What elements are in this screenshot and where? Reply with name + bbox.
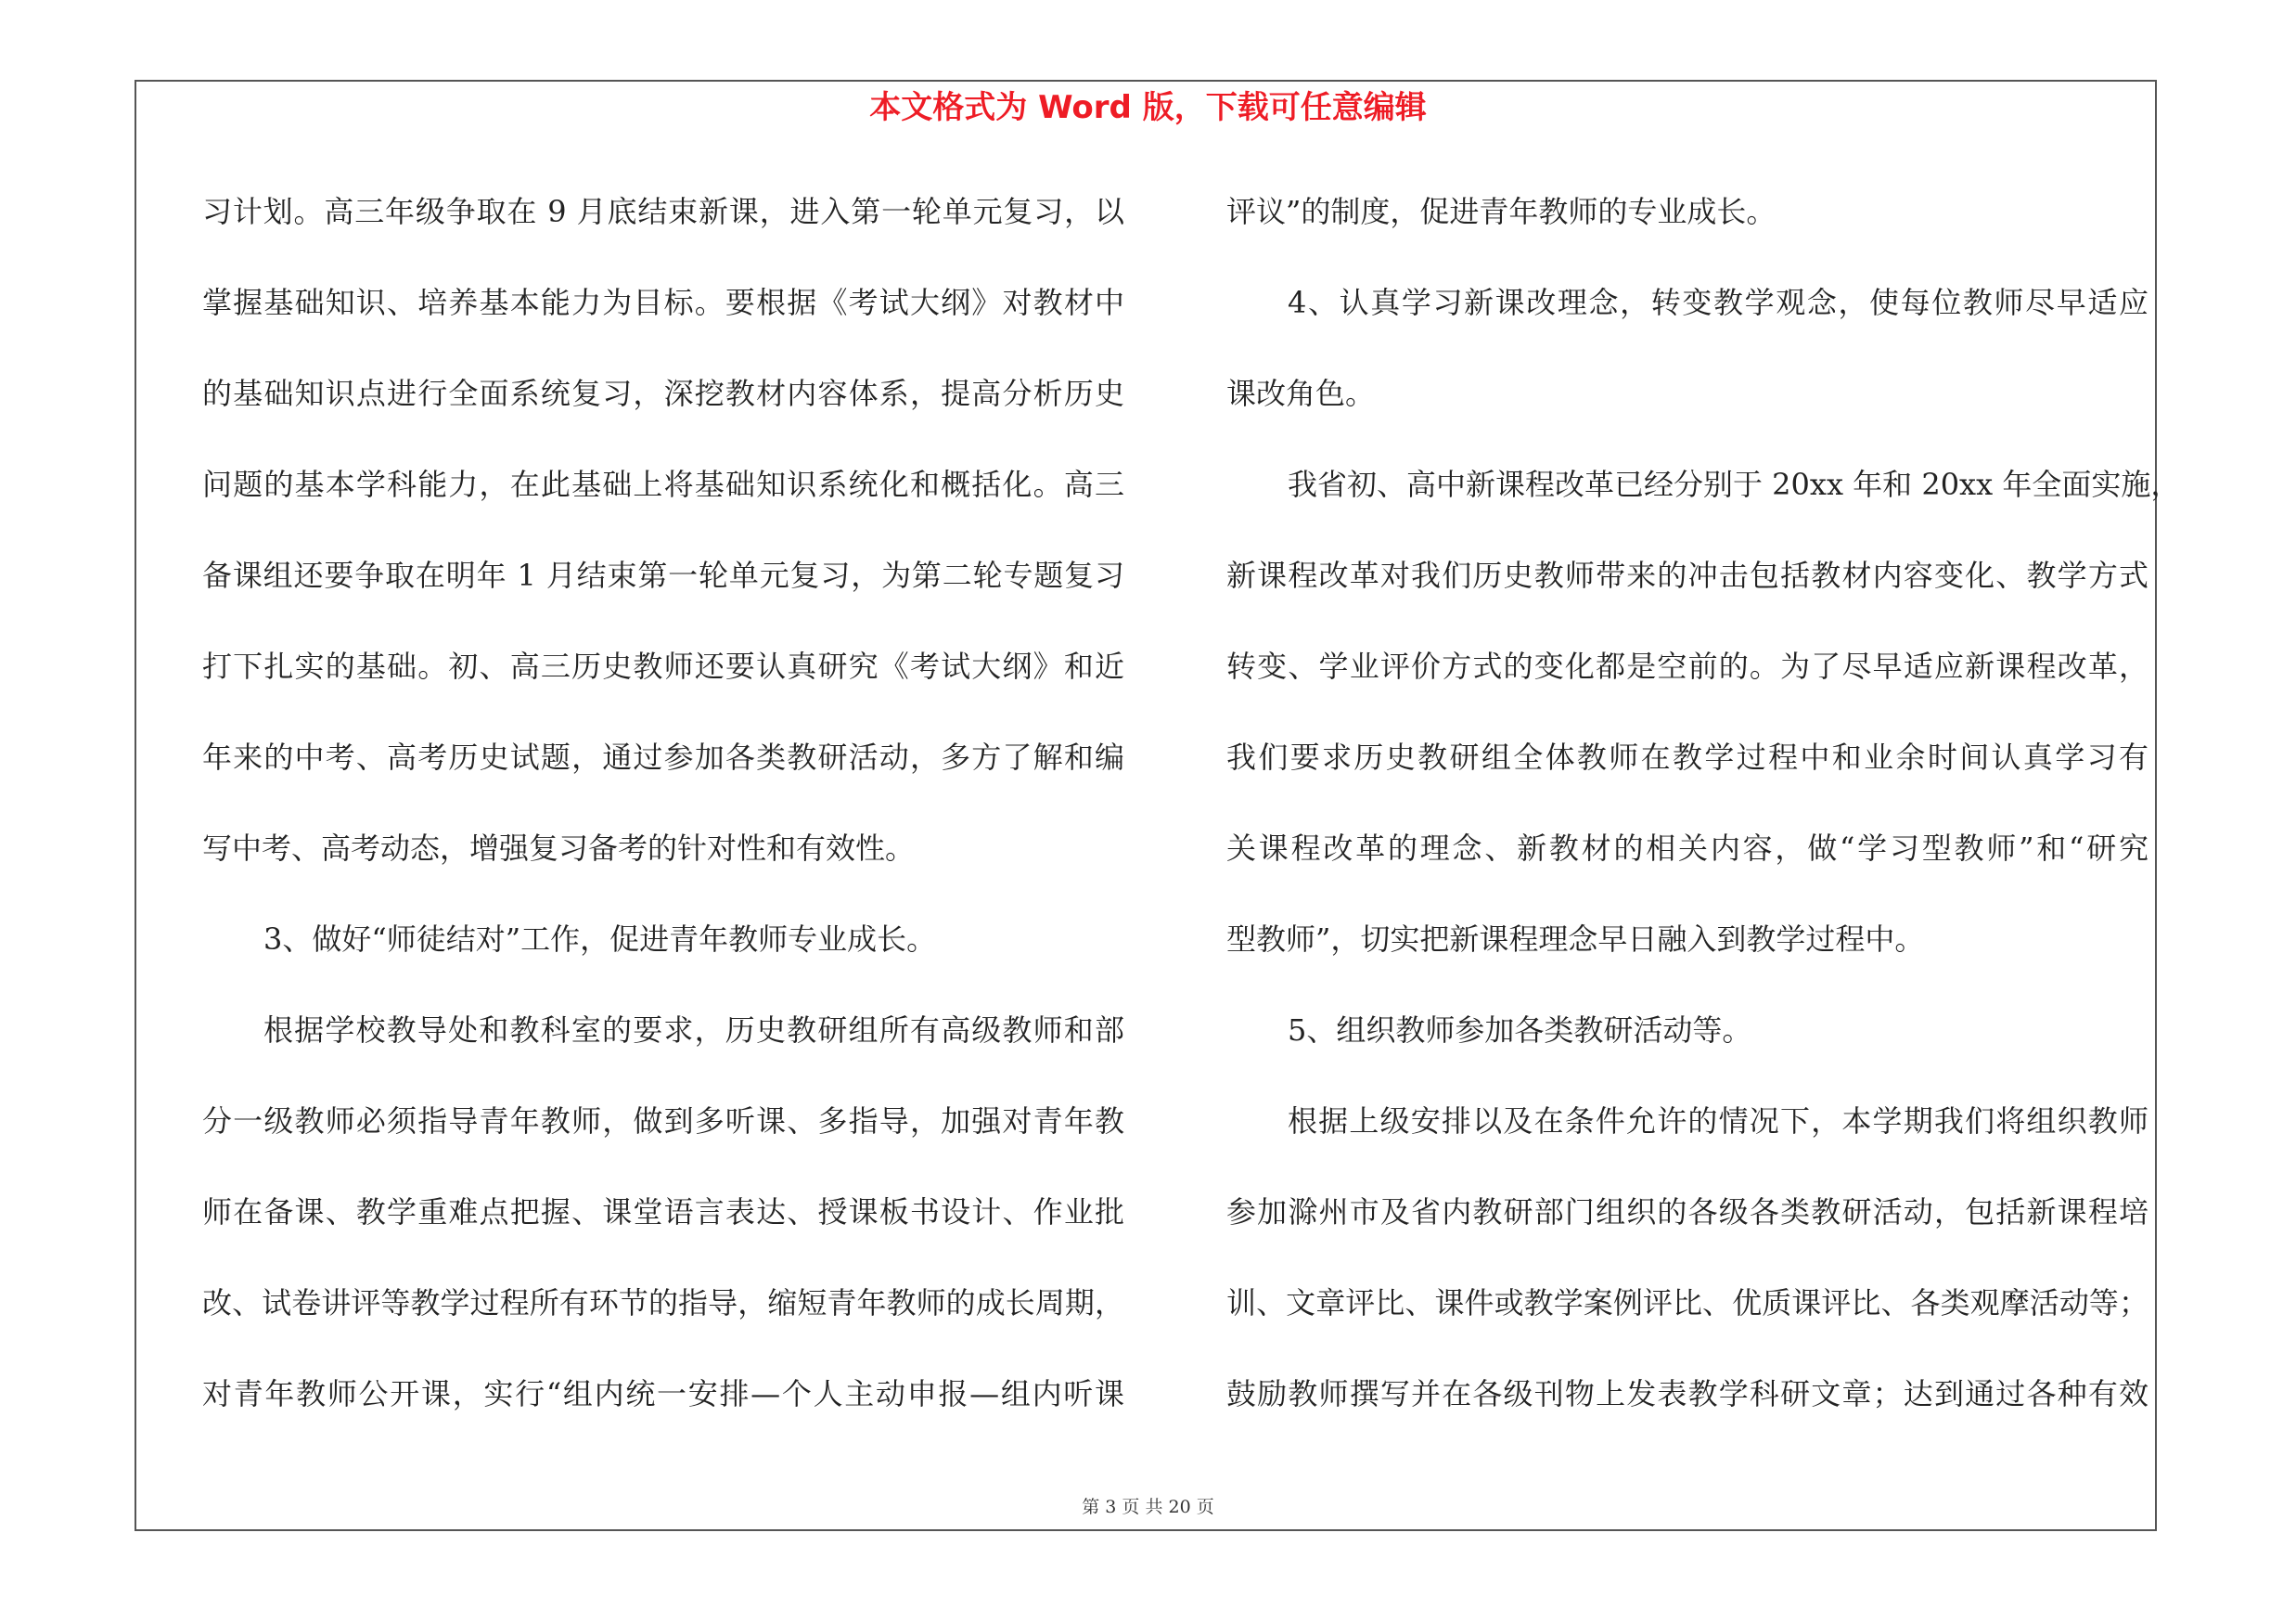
text-line: 评议”的制度，促进青年教师的专业成长。 (1226, 194, 1777, 229)
text-line: 我们要求历史教研组全体教师在教学过程中和业余时间认真学习有 (1226, 740, 2148, 775)
text-line: 师在备课、教学重难点把握、课堂语言表达、授课板书设计、作业批 (202, 1194, 1124, 1230)
text-line: 鼓励教师撰写并在各级刊物上发表教学科研文章；达到通过各种有效 (1226, 1376, 2148, 1411)
text-line: 对青年教师公开课，实行“组内统一安排—个人主动申报—组内听课 (202, 1376, 1124, 1411)
text-line: 掌握基础知识、培养基本能力为目标。要根据《考试大纲》对教材中 (202, 285, 1124, 320)
text-line: 根据上级安排以及在条件允许的情况下，本学期我们将组织教师 (1288, 1103, 2148, 1139)
text-line: 问题的基本学科能力，在此基础上将基础知识系统化和概括化。高三 (202, 467, 1124, 502)
text-line: 课改角色。 (1226, 376, 1376, 411)
text-line: 写中考、高考动态，增强复习备考的针对性和有效性。 (202, 831, 916, 866)
text-line: 5、组织教师参加各类教研活动等。 (1288, 1012, 1752, 1048)
text-line: 型教师”，切实把新课程理念早日融入到教学过程中。 (1226, 921, 1925, 957)
text-line: 习计划。高三年级争取在 9 月底结束新课，进入第一轮单元复习，以 (202, 194, 1124, 229)
text-line: 转变、学业评价方式的变化都是空前的。为了尽早适应新课程改革， (1226, 649, 2148, 684)
page-number-footer: 第 3 页 共 20 页 (1082, 1497, 1214, 1517)
format-banner: 本文格式为 Word 版，下载可任意编辑 (869, 89, 1427, 126)
left-text-column (202, 182, 1124, 1455)
text-line: 3、做好“师徒结对”工作，促进青年教师专业成长。 (263, 921, 937, 957)
text-line: 关课程改革的理念、新教材的相关内容，做“学习型教师”和“研究 (1226, 831, 2148, 866)
text-line: 备课组还要争取在明年 1 月结束第一轮单元复习，为第二轮专题复习 (202, 558, 1124, 593)
right-text-column (1226, 182, 2181, 1455)
text-line: 分一级教师必须指导青年教师，做到多听课、多指导，加强对青年教 (202, 1103, 1124, 1139)
text-line: 改、试卷讲评等教学过程所有环节的指导，缩短青年教师的成长周期， (202, 1285, 1124, 1320)
text-line: 参加滁州市及省内教研部门组织的各级各类教研活动，包括新课程培 (1226, 1194, 2148, 1230)
text-line: 我省初、高中新课程改革已经分别于 20xx 年和 20xx 年全面实施， (1288, 467, 2181, 502)
text-line: 根据学校教导处和教科室的要求，历史教研组所有高级教师和部 (263, 1012, 1124, 1048)
text-line: 年来的中考、高考历史试题，通过参加各类教研活动，多方了解和编 (202, 740, 1124, 775)
text-line: 4、认真学习新课改理念，转变教学观念，使每位教师尽早适应 (1288, 285, 2148, 320)
text-line: 打下扎实的基础。初、高三历史教师还要认真研究《考试大纲》和近 (202, 649, 1124, 684)
text-line: 新课程改革对我们历史教师带来的冲击包括教材内容变化、教学方式 (1226, 558, 2148, 593)
text-line: 训、文章评比、课件或教学案例评比、优质课评比、各类观摩活动等； (1226, 1285, 2148, 1320)
text-line: 的基础知识点进行全面系统复习，深挖教材内容体系，提高分析历史 (202, 376, 1124, 411)
